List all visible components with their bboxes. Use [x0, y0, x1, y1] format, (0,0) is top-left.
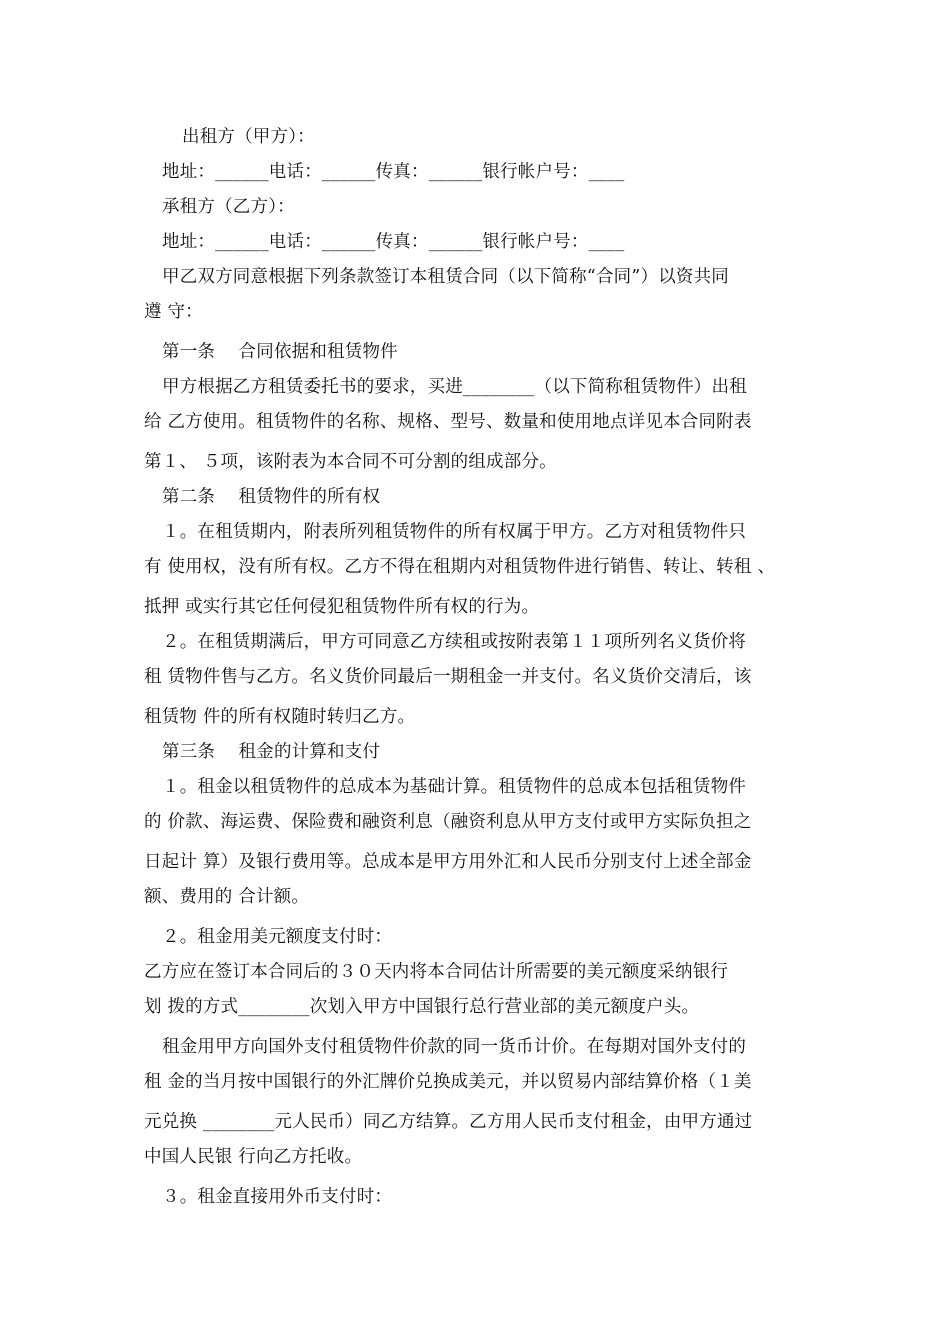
lessee-heading: 承租方（乙方）：: [162, 197, 295, 217]
article-3-clause-2-line-2: 划 拨的方式________次划入甲方中国银行总行营业部的美元额度户头。: [144, 997, 700, 1017]
preamble-line-1: 甲乙双方同意根据下列条款签订本租赁合同（以下简称“合同”）以资共同: [162, 267, 729, 287]
article-2-clause-1-line-2: 有 使用权，没有所有权。乙方不得在租期内对租赁物件进行销售、转让、转租 、: [144, 557, 776, 577]
lessor-heading: 出租方（甲方）：: [182, 127, 315, 147]
article-2-clause-2-line-1: ２。在租赁期满后，甲方可同意乙方续租或按附表第１１项所列名义货价将: [162, 632, 747, 652]
article-2-clause-1-line-1: １。在租赁期内，附表所列租赁物件的所有权属于甲方。乙方对租赁物件只: [162, 522, 747, 542]
article-3-clause-2-line-6: 中国人民银 行向乙方托收。: [144, 1147, 363, 1167]
article-1-line-1: 甲方根据乙方租赁委托书的要求，买进________（以下简称租赁物件）出租: [162, 377, 747, 397]
article-3-title: 第三条 租金的计算和支付: [162, 742, 381, 762]
preamble-line-2: 遵 守：: [144, 302, 203, 322]
article-1-line-2: 给 乙方使用。租赁物件的名称、规格、型号、数量和使用地点详见本合同附表: [144, 412, 752, 432]
article-2-clause-2-line-2: 租 赁物件售与乙方。名义货价同最后一期租金一并支付。名义货价交清后，该: [144, 667, 752, 687]
article-3-clause-2-line-3: 租金用甲方向国外支付租赁物件价款的同一货币计价。在每期对国外支付的: [162, 1037, 747, 1057]
lessee-contact-line: 地址：______电话：______传真：______银行帐户号：____: [162, 232, 625, 252]
article-3-clause-2-title: ２。租金用美元额度支付时：: [162, 927, 393, 947]
lessor-contact-line: 地址：______电话：______传真：______银行帐户号：____: [162, 162, 625, 182]
article-1-title: 第一条 合同依据和租赁物件: [162, 342, 398, 362]
article-1-line-3: 第１、 ５项，该附表为本合同不可分割的组成部分。: [144, 452, 557, 472]
article-2-clause-2-line-3: 租赁物 件的所有权随时转归乙方。: [144, 707, 416, 727]
article-3-clause-1-line-3: 日起计 算）及银行费用等。总成本是甲方用外汇和人民币分别支付上述全部金: [144, 852, 752, 872]
article-3-clause-3-title: ３。租金直接用外币支付时：: [162, 1187, 393, 1207]
article-2-clause-1-line-3: 抵押 或实行其它任何侵犯租赁物件所有权的行为。: [144, 597, 540, 617]
article-3-clause-1-line-2: 的 价款、海运费、保险费和融资利息（融资利息从甲方支付或甲方实际负担之: [144, 812, 752, 832]
article-3-clause-1-line-4: 额、费用的 合计额。: [144, 887, 310, 907]
article-3-clause-2-line-5: 元兑换 ________元人民币）同乙方结算。乙方用人民币支付租金，由甲方通过: [144, 1112, 753, 1132]
article-3-clause-2-line-4: 租 金的当月按中国银行的外汇牌价兑换成美元，并以贸易内部结算价格（１美: [144, 1072, 752, 1092]
article-3-clause-1-line-1: １。租金以租赁物件的总成本为基础计算。租赁物件的总成本包括租赁物件: [162, 777, 747, 797]
article-2-title: 第二条 租赁物件的所有权: [162, 487, 381, 507]
article-3-clause-2-line-1: 乙方应在签订本合同后的３０天内将本合同估计所需要的美元额度采纳银行: [144, 962, 729, 982]
